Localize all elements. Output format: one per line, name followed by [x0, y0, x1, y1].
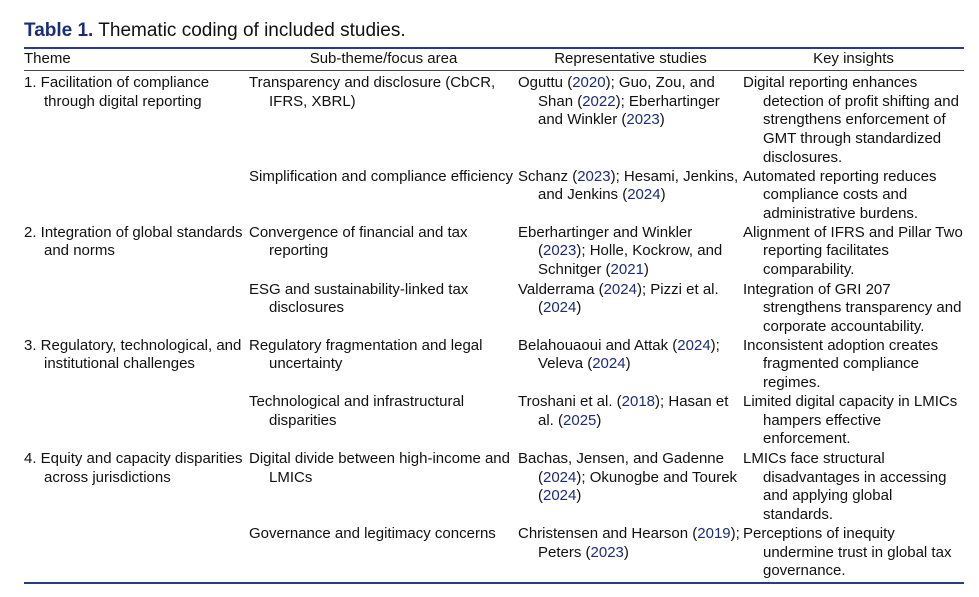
header-row	[24, 48, 964, 70]
studies-cell	[518, 281, 743, 337]
subtheme-cell-text: Transparency and disclosure (CbCR, IFRS, XBRL)	[249, 74, 496, 110]
subtheme-cell-text: Regulatory fragmentation and legal uncertainty	[249, 336, 483, 373]
subtheme-cell-text: Technological and infrastructural disparities	[249, 392, 465, 429]
insights-cell-text: Inconsistent adoption creates fragmented compliance regimes.	[743, 336, 939, 392]
bottom-rule	[24, 582, 964, 584]
subtheme-cell	[249, 337, 518, 393]
table-label: Table 1.	[24, 20, 94, 41]
theme-cell-text: 2. Integration of global standards and norms	[24, 223, 243, 260]
theme-cell-text: 3. Regulatory, technological, and institutional challenges	[24, 336, 242, 373]
table-caption	[24, 20, 406, 42]
insights-cell-text: Perceptions of inequity undermine trust in global tax governance.	[743, 524, 952, 580]
studies-cell-text: Troshani et al. (2018); Hasan et al. (2025)	[518, 392, 729, 429]
theme-cell	[24, 525, 249, 581]
subtheme-cell-text: Convergence of financial and tax reporting	[249, 223, 468, 260]
theme-cell	[24, 281, 249, 337]
header-studies: Representative studies	[554, 49, 707, 67]
studies-cell-text: Eberhartinger and Winkler (2023); Holle, Kockrow, and Schnitger (2021)	[518, 223, 723, 279]
subtheme-cell-text: Digital divide between high-income and LMICs	[249, 449, 510, 486]
subtheme-cell	[249, 224, 518, 281]
insights-cell	[743, 168, 964, 224]
table-row	[24, 224, 964, 281]
table-row	[24, 70, 964, 168]
insights-cell	[743, 224, 964, 281]
subtheme-cell	[249, 450, 518, 525]
subtheme-cell	[249, 393, 518, 450]
insights-cell-text: Alignment of IFRS and Pillar Two reporting facilitates comparability.	[743, 223, 963, 279]
table-row	[24, 281, 964, 337]
theme-cell	[24, 337, 249, 393]
insights-cell-text: Integration of GRI 207 strengthens transparency and corporate accountability.	[743, 280, 962, 336]
studies-cell	[518, 168, 743, 224]
studies-cell	[518, 450, 743, 525]
insights-cell-text: LMICs face structural disadvantages in accessing and applying global standards.	[743, 449, 947, 523]
insights-cell	[743, 525, 964, 581]
table-row	[24, 525, 964, 581]
insights-cell	[743, 450, 964, 525]
theme-cell	[24, 224, 249, 281]
header-subtheme: Sub-theme/focus area	[309, 49, 458, 67]
studies-cell-text: Valderrama (2024); Pizzi et al. (2024)	[518, 280, 719, 317]
subtheme-cell-text: Governance and legitimacy concerns	[249, 524, 496, 542]
table-title: Thematic coding of included studies.	[98, 20, 406, 41]
theme-cell	[24, 70, 249, 168]
insights-cell	[743, 337, 964, 393]
table-body	[24, 70, 964, 581]
studies-cell	[518, 70, 743, 168]
studies-cell-text: Schanz (2023); Hesami, Jenkins, and Jenkins (2024)	[518, 167, 739, 204]
insights-cell	[743, 393, 964, 450]
studies-cell	[518, 525, 743, 581]
studies-cell-text: Oguttu (2020); Guo, Zou, and Shan (2022); Eberhartinger and Winkler (2023)	[518, 74, 720, 129]
theme-cell-text: 1. Facilitation of compliance through digital reporting	[24, 74, 210, 110]
table-row	[24, 450, 964, 525]
subtheme-cell	[249, 281, 518, 337]
theme-cell	[24, 450, 249, 525]
studies-cell	[518, 393, 743, 450]
subtheme-cell	[249, 525, 518, 581]
studies-cell-text: Christensen and Hearson (2019); Peters (2023)	[518, 524, 740, 561]
theme-cell	[24, 393, 249, 450]
theme-cell-text: 4. Equity and capacity disparities across jurisdictions	[24, 449, 243, 486]
theme-cell	[24, 168, 249, 224]
insights-cell	[743, 281, 964, 337]
table-row	[24, 168, 964, 224]
header-insights: Key insights	[813, 49, 894, 67]
insights-cell	[743, 70, 964, 168]
insights-cell-text: Digital reporting enhances detection of profit shifting and strengthens enforcement of GMT through standardized disclosures.	[743, 74, 959, 166]
subtheme-cell-text: Simplification and compliance efficiency	[249, 167, 514, 185]
table-row	[24, 393, 964, 450]
subtheme-cell	[249, 70, 518, 168]
studies-cell-text: Bachas, Jensen, and Gadenne (2024); Okunogbe and Tourek (2024)	[518, 449, 738, 505]
insights-cell-text: Automated reporting reduces compliance costs and administrative burdens.	[743, 167, 937, 222]
insights-cell-text: Limited digital capacity in LMICs hampers effective enforcement.	[743, 392, 958, 448]
table-row	[24, 337, 964, 393]
subtheme-cell	[249, 168, 518, 224]
studies-cell	[518, 224, 743, 281]
thematic-coding-table	[24, 48, 964, 581]
subtheme-cell-text: ESG and sustainability-linked tax disclosures	[249, 280, 469, 317]
header-theme: Theme	[24, 49, 71, 67]
studies-cell-text: Belahouaoui and Attak (2024); Veleva (2024)	[518, 336, 720, 373]
studies-cell	[518, 337, 743, 393]
